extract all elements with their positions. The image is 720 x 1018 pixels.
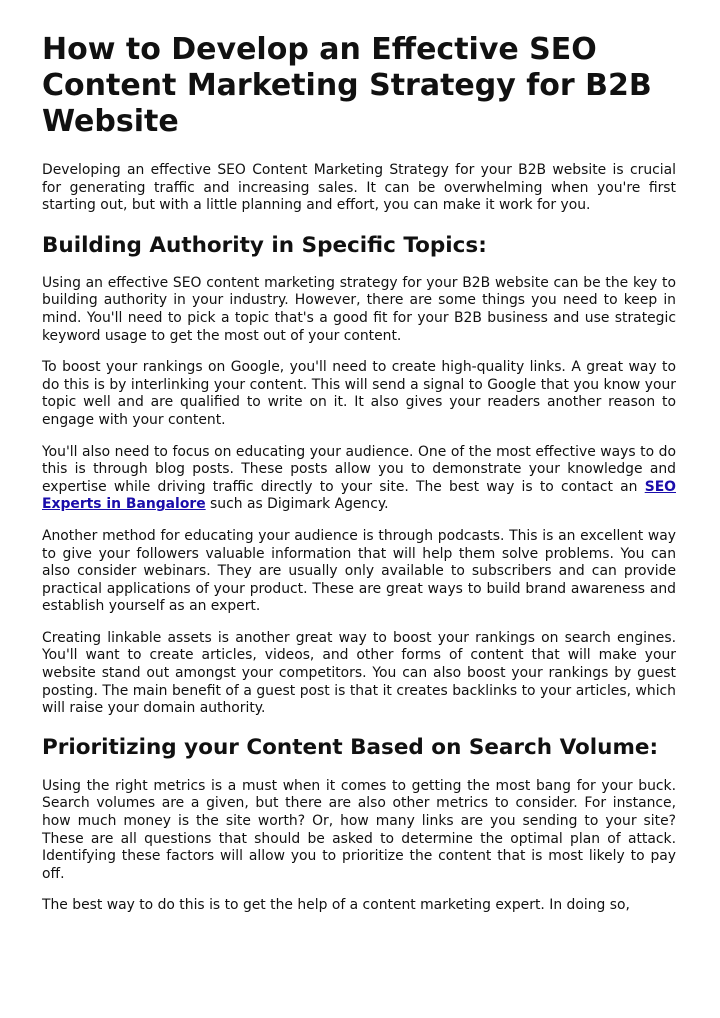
paragraph-text-after-link: such as Digimark Agency.	[205, 496, 389, 513]
paragraph-podcasts: Another method for educating your audience is through podcasts. This is an excellent way to give your followers valuable information that will help them solve problems. You can also consider webinars. They are usually only available to subscribers and can provide practical applications of your product. These are great ways to build brand awareness and establish yourself as an expert.	[42, 527, 676, 615]
paragraph-educating-audience	[42, 444, 676, 514]
paragraph-metrics: Using the right metrics is a must when it comes to getting the most bang for your buck. Search volumes are a given, but there are also other metrics to consider. For instance, how much money is the site worth? Or, how many links are you sending to your site? These are all questions that should be asked to determine the optimal plan of attack. Identifying these factors will allow you to prioritize the content that is most likely to pay off.	[42, 777, 676, 882]
seo-experts-link[interactable]: SEO Experts in Bangalore	[42, 478, 676, 513]
intro-paragraph: Developing an effective SEO Content Marketing Strategy for your B2B website is crucial for generating traffic and increasing sales. It can be overwhelming when you're first starting out, but with a little planning and effort, you can make it work for you.	[42, 162, 676, 214]
paragraph-expert-help: The best way to do this is to get the help of a content marketing expert. In doing so,	[42, 897, 630, 914]
paragraph-interlinking: To boost your rankings on Google, you'll need to create high-quality links. A great way to do this is by interlinking your content. This will send a signal to Google that you know your topic well and are qualified to write on it. It also gives your readers another reason to engage with your content.	[42, 359, 676, 428]
paragraph-text-before-link: You'll also need to focus on educating your audience. One of the most effective ways to do this is through blog posts. These posts allow you to demonstrate your knowledge and expertise while driving traffic directly to your site. The best way is to contact an	[42, 443, 676, 495]
section-heading-prioritizing: Prioritizing your Content Based on Search Volume:	[42, 734, 659, 760]
paragraph-linkable-assets: Creating linkable assets is another great way to boost your rankings on search engines. You'll want to create articles, videos, and other forms of content that will make your website stand out amongst your competitors. You can also boost your rankings by guest posting. The main benefit of a guest post is that it creates backlinks to your articles, which will raise your domain authority.	[42, 629, 676, 717]
section-heading-authority: Building Authority in Specific Topics:	[42, 232, 487, 258]
paragraph-keyword-strategy: Using an effective SEO content marketing strategy for your B2B website can be the key to building authority in your industry. However, there are some things you need to keep in mind. You'll need to pick a topic that's a good fit for your B2B business and use strategic keyword usage to get the most out of your content.	[42, 274, 676, 344]
document-page	[42, 32, 676, 915]
page-title: How to Develop an Effective SEO Content Marketing Strategy for B2B Website	[42, 32, 652, 139]
